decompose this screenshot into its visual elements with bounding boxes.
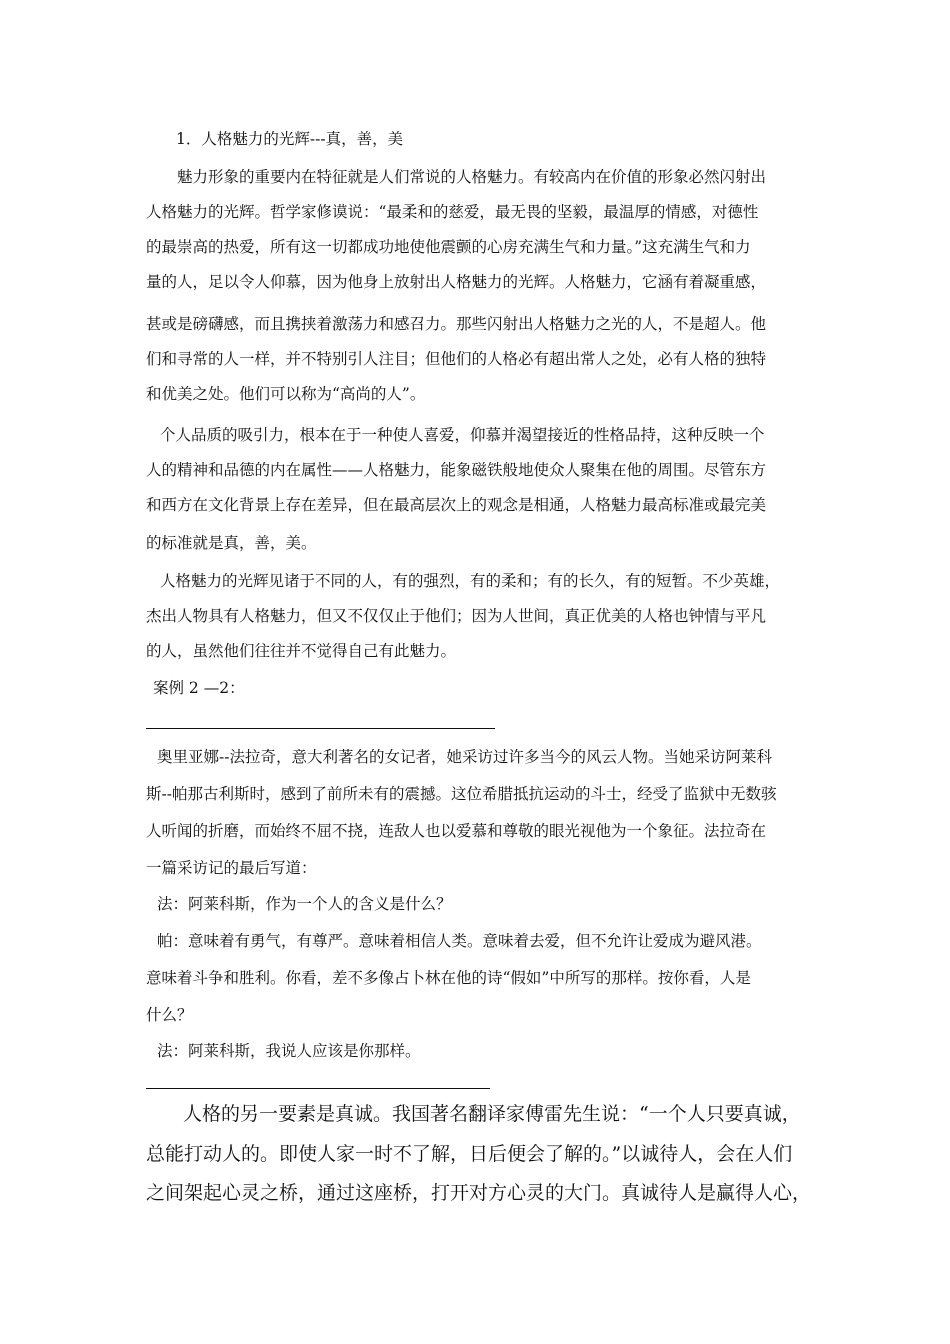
text-line: 帕：意味着有勇气，有尊严。意味着相信人类。意味着去爱，但不允许让爱成为避风港。 [157, 932, 762, 950]
text-line: 甚或是磅礴感，而且携挟着激荡力和感召力。那些闪射出人格魅力之光的人，不是超人。他 [146, 315, 767, 333]
text-line: 量的人，足以令人仰慕，因为他身上放射出人格魅力的光辉。人格魅力，它涵有着凝重感， [146, 273, 767, 291]
text-line: 意味着斗争和胜利。你看，差不多像占卜林在他的诗“假如”中所写的那样。按你看，人是 [146, 969, 751, 987]
text-line: 的最崇高的热爱，所有这一切都成功地使他震颤的心房充满生气和力量。”这充满生气和力 [146, 238, 751, 256]
text-line: 人格魅力的光辉。哲学家修谟说：“最柔和的慈爱，最无畏的坚毅，最温厚的情感，对德性 [146, 203, 759, 221]
text-line: 的人，虽然他们往往并不觉得自己有此魅力。 [146, 642, 457, 660]
text-line: 个人品质的吸引力，根本在于一种使人喜爱，仰慕并渴望接近的性格品持，这种反映一个 [160, 426, 765, 444]
text-line: 人格的另一要素是真诚。我国著名翻译家傅雷先生说：“一个人只要真诚， [183, 1103, 801, 1125]
text-line: 杰出人物具有人格魅力，但又不仅仅止于他们；因为人世间，真正优美的人格也钟情与平凡 [146, 607, 767, 625]
text-line: 总能打动人的。即使人家一时不了解，日后便会了解的。”以诚待人，会在人们 [146, 1143, 793, 1165]
text-line: 和优美之处。他们可以称为“高尚的人”。 [146, 385, 426, 403]
text-line: 一篇采访记的最后写道： [146, 859, 317, 877]
text-line: 人的精神和品德的内在属性——人格魅力，能象磁铁般地使众人聚集在他的周围。尽管东方 [146, 461, 767, 479]
text-line: 和西方在文化背景上存在差异，但在最高层次上的观念是相通，人格魅力最高标准或最完美 [146, 496, 767, 514]
text-line: 魅力形象的重要内在特征就是人们常说的人格魅力。有较高内在价值的形象必然闪射出 [177, 168, 767, 186]
case-label: 案例 2 —2： [153, 679, 245, 697]
text-line: 什么？ [146, 1006, 193, 1024]
section-heading: 1．人格魅力的光辉---真，善，美 [176, 130, 404, 148]
text-line: 奥里亚娜--法拉奇，意大利著名的女记者，她采访过许多当今的风云人物。当她采访阿莱科 [157, 748, 772, 766]
text-line: 人听闻的折磨，而始终不屈不挠，连敌人也以爱慕和尊敬的眼光视他为一个象征。法拉奇在 [146, 822, 767, 840]
divider [146, 728, 495, 729]
text-line: 法：阿莱科斯，我说人应该是你那样。 [157, 1042, 421, 1060]
text-line: 的标准就是真，善，美。 [146, 534, 317, 552]
text-line: 法：阿莱科斯，作为一个人的含义是什么？ [157, 895, 452, 913]
text-line: 们和寻常的人一样，并不特别引人注目；但他们的人格必有超出常人之处，必有人格的独特 [146, 350, 767, 368]
text-line: 之间架起心灵之桥，通过这座桥，打开对方心灵的大门。真诚待人是赢得人心， [146, 1182, 812, 1204]
text-line: 斯--帕那古利斯时，感到了前所未有的震撼。这位希腊抵抗运动的斗士，经受了监狱中无数骇 [146, 785, 777, 803]
divider [146, 1088, 490, 1089]
text-line: 人格魅力的光辉见诸于不同的人，有的强烈，有的柔和；有的长久，有的短暂。不少英雄， [160, 572, 781, 590]
